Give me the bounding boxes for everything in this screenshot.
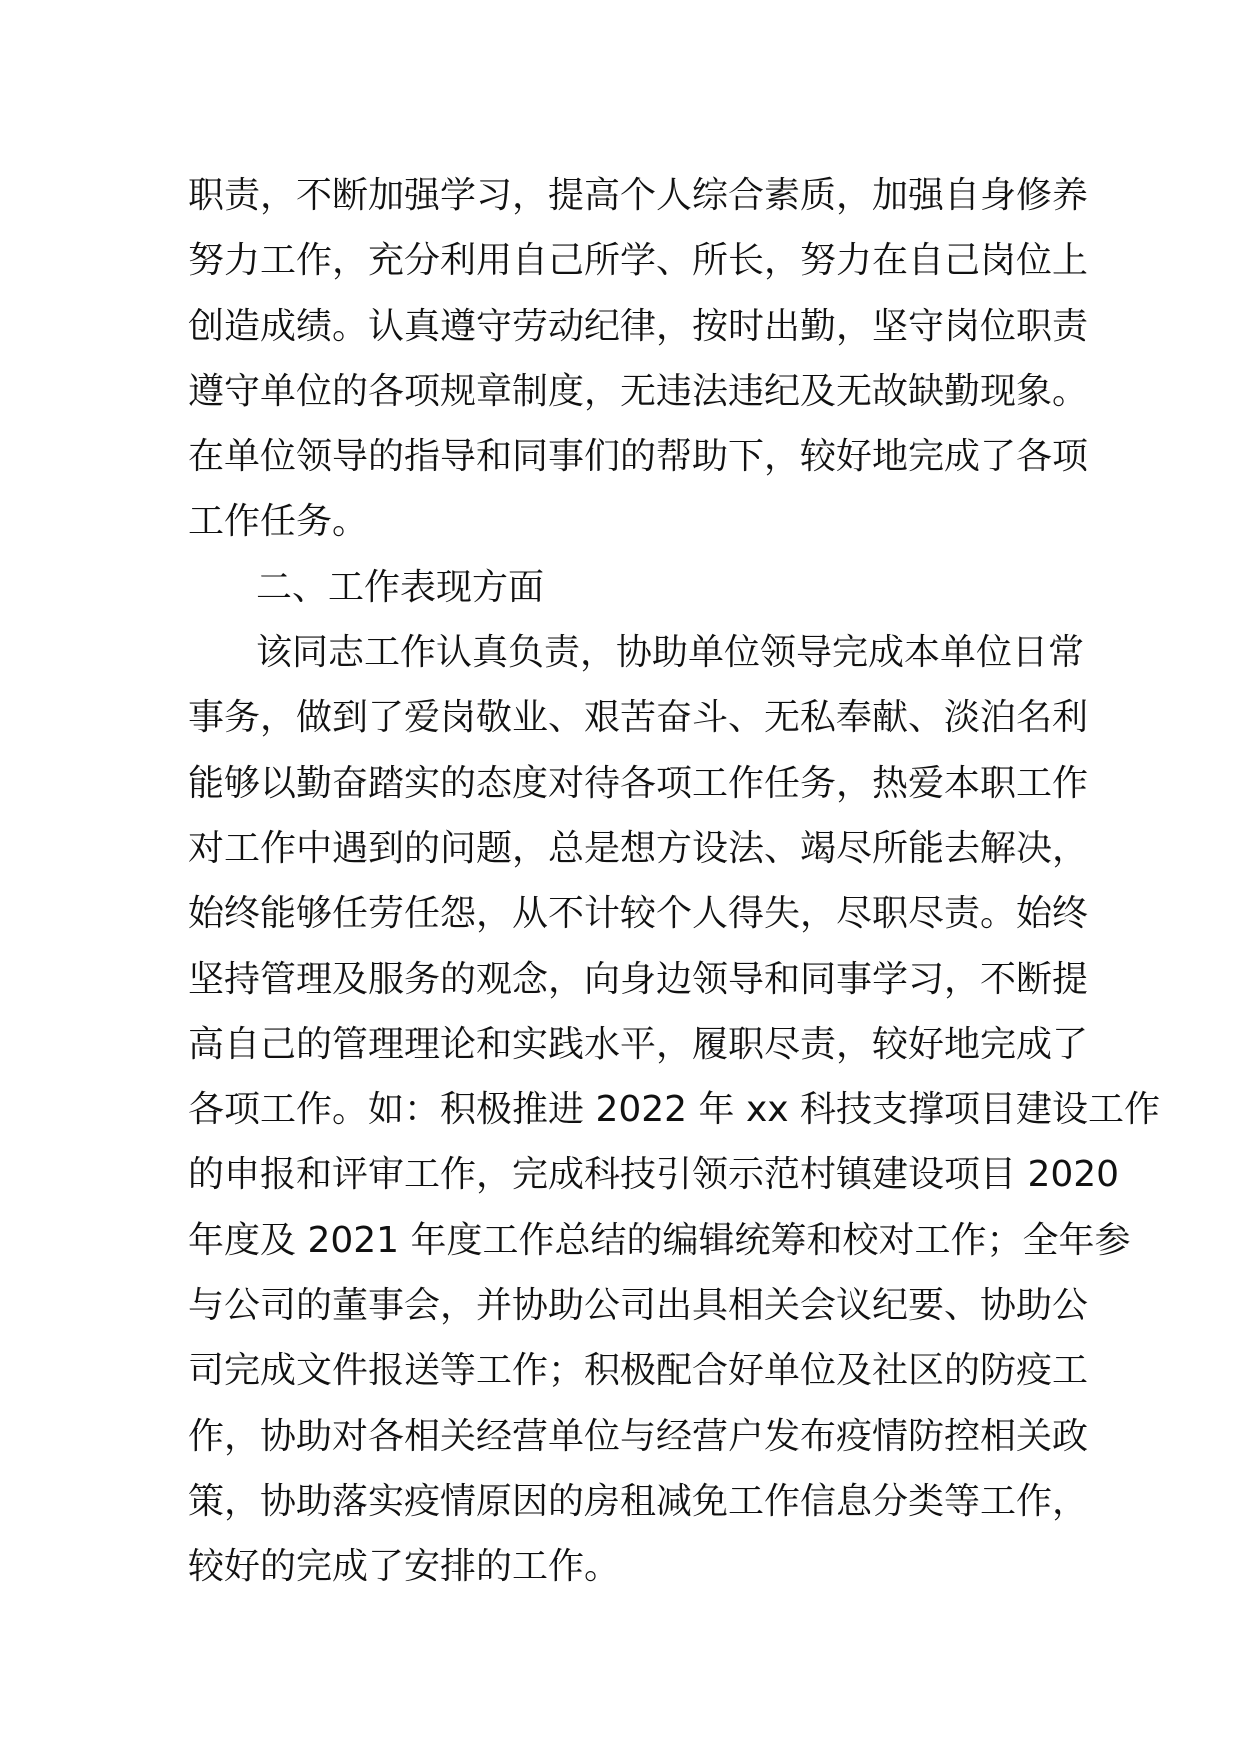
body-text: [188, 163, 1161, 1600]
text-line: 职责，不断加强学习，提高个人综合素质，加强自身修养: [188, 175, 1089, 216]
text-line: 始终能够任劳任怨，从不计较个人得失，尽职尽责。始终: [188, 893, 1089, 935]
text-line: 事务，做到了爱岗敬业、艰苦奋斗、无私奉献、淡泊名利: [188, 697, 1089, 739]
text-line: 的申报和评审工作，完成科技引领示范村镇建设项目 2020: [188, 1154, 1120, 1196]
text-line: 遵守单位的各项规章制度，无违法违纪及无故缺勤现象。: [188, 370, 1089, 412]
text-line: 高自己的管理理论和实践水平，履职尽责，较好地完成了: [188, 1023, 1089, 1065]
text-line: 工作任务。: [188, 501, 369, 543]
text-line: 创造成绩。认真遵守劳动纪律，按时出勤，坚守岗位职责: [188, 305, 1089, 347]
text-line: 策，协助落实疫情原因的房租减免工作信息分类等工作，: [188, 1480, 1089, 1522]
text-line: 较好的完成了安排的工作。: [188, 1546, 621, 1588]
text-line: 坚持管理及服务的观念，向身边领导和同事学习，不断提: [188, 958, 1089, 1000]
text-line: 对工作中遇到的问题，总是想方设法、竭尽所能去解决，: [188, 827, 1089, 869]
text-line: 在单位领导的指导和同事们的帮助下，较好地完成了各项: [188, 436, 1089, 478]
text-line: 各项工作。如：积极推进 2022 年 xx 科技支撑项目建设工作: [188, 1089, 1161, 1131]
text-line: 作，协助对各相关经营单位与经营户发布疫情防控相关政: [188, 1415, 1089, 1457]
text-line: 年度及 2021 年度工作总结的编辑统筹和校对工作；全年参: [188, 1219, 1131, 1261]
section-heading: 二、工作表现方面: [256, 566, 545, 608]
paragraph-first-line: 该同志工作认真负责，协助单位领导完成本单位日常: [256, 632, 1085, 674]
text-line: 能够以勤奋踏实的态度对待各项工作任务，热爱本职工作: [188, 762, 1089, 804]
text-line: 努力工作，充分利用自己所学、所长，努力在自己岗位上: [188, 240, 1089, 282]
text-line: 与公司的董事会，并协助公司出具相关会议纪要、协助公: [188, 1285, 1089, 1327]
text-line: 司完成文件报送等工作；积极配合好单位及社区的防疫工: [188, 1350, 1089, 1392]
